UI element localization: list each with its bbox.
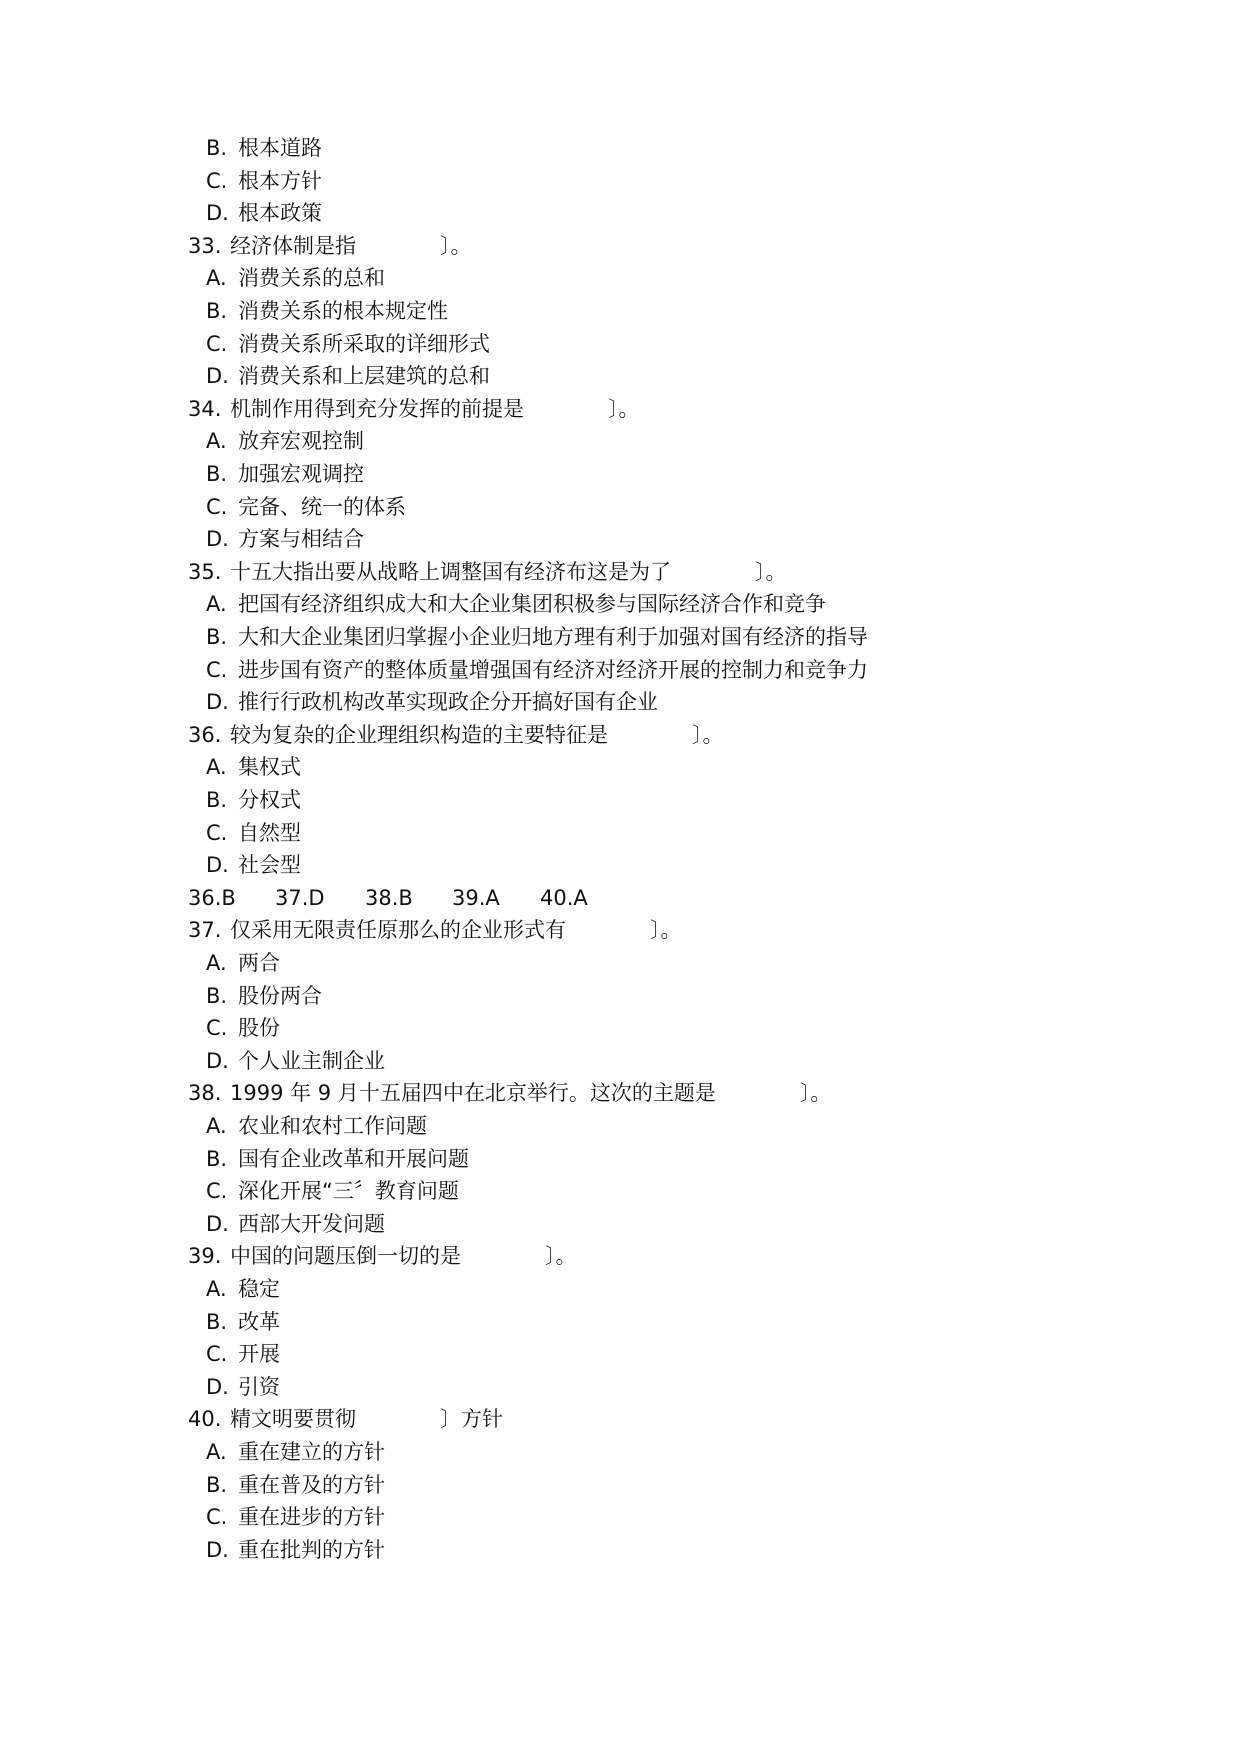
option-text: 消费关系和上层建筑的总和 — [238, 364, 490, 388]
question-number: 40. — [188, 1407, 222, 1431]
answer-key-item: 38.B — [365, 886, 413, 910]
option-label: A. — [206, 1114, 227, 1138]
option-text: 把国有经济组织成大和大企业集团积极参与国际经济合作和竞争 — [238, 592, 826, 616]
question-text: 十五大指出要从战略上调整国有经济布这是为了 〕。 — [230, 560, 787, 584]
option-text: 根本道路 — [238, 136, 322, 160]
option-text: 消费关系的根本规定性 — [238, 299, 448, 323]
option-label: B. — [206, 625, 228, 649]
option-text: 自然型 — [238, 821, 301, 845]
option-text: 根本政策 — [238, 201, 322, 225]
option-label: D. — [206, 201, 229, 225]
option-text: 深化开展“三〞教育问题 — [238, 1179, 459, 1203]
option-text: 加强宏观调控 — [238, 462, 364, 486]
option-label: C. — [206, 1505, 228, 1529]
option-text: 西部大开发问题 — [238, 1212, 385, 1236]
option-text: 重在普及的方针 — [238, 1473, 385, 1497]
option-label: D. — [206, 527, 229, 551]
answer-key-item: 37.D — [275, 886, 325, 910]
option-label: D. — [206, 1538, 229, 1562]
option-text: 消费关系所采取的详细形式 — [238, 332, 490, 356]
option-text: 改革 — [238, 1310, 280, 1334]
question-number: 35. — [188, 560, 222, 584]
option-text: 开展 — [238, 1342, 280, 1366]
option-text: 消费关系的总和 — [238, 266, 385, 290]
option-text: 重在建立的方针 — [238, 1440, 385, 1464]
option-label: D. — [206, 1375, 229, 1399]
answer-key-item: 36.B — [188, 886, 236, 910]
option-label: B. — [206, 1473, 228, 1497]
option-label: B. — [206, 136, 228, 160]
option-label: C. — [206, 1342, 228, 1366]
question-text: 机制作用得到充分发挥的前提是 〕。 — [230, 397, 640, 421]
question-text: 较为复杂的企业理组织构造的主要特征是 〕。 — [230, 723, 724, 747]
option-label: A. — [206, 1440, 227, 1464]
option-label: A. — [206, 755, 227, 779]
option-text: 社会型 — [238, 853, 301, 877]
option-text: 大和大企业集团归掌握小企业归地方理有利于加强对国有经济的指导 — [238, 625, 868, 649]
option-label: B. — [206, 1310, 228, 1334]
option-label: A. — [206, 429, 227, 453]
question-number: 38. — [188, 1081, 222, 1105]
option-text: 农业和农村工作问题 — [238, 1114, 427, 1138]
option-text: 稳定 — [238, 1277, 280, 1301]
option-text: 方案与相结合 — [238, 527, 364, 551]
option-label: C. — [206, 332, 228, 356]
option-text: 两合 — [238, 951, 280, 975]
option-text: 股份两合 — [238, 984, 322, 1008]
option-label: C. — [206, 1179, 228, 1203]
question-text: 中国的问题压倒一切的是 〕。 — [230, 1244, 577, 1268]
option-label: C. — [206, 821, 228, 845]
option-text: 进步国有资产的整体质量增强国有经济对经济开展的控制力和竞争力 — [238, 658, 868, 682]
option-label: C. — [206, 495, 228, 519]
option-label: A. — [206, 1277, 227, 1301]
answer-key-item: 40.A — [540, 886, 588, 910]
option-label: A. — [206, 951, 227, 975]
option-label: D. — [206, 690, 229, 714]
question-number: 37. — [188, 918, 222, 942]
option-text: 个人业主制企业 — [238, 1049, 385, 1073]
option-text: 股份 — [238, 1016, 280, 1040]
option-label: A. — [206, 592, 227, 616]
option-text: 完备、统一的体系 — [238, 495, 406, 519]
answer-key-item: 39.A — [452, 886, 500, 910]
question-number: 34. — [188, 397, 222, 421]
option-text: 国有企业改革和开展问题 — [238, 1147, 469, 1171]
question-text: 经济体制是指 〕。 — [230, 234, 472, 258]
option-label: C. — [206, 658, 228, 682]
question-number: 33. — [188, 234, 222, 258]
question-number: 39. — [188, 1244, 222, 1268]
option-text: 分权式 — [238, 788, 301, 812]
question-text: 精文明要贯彻 〕方针 — [230, 1407, 503, 1431]
option-label: C. — [206, 169, 228, 193]
option-label: D. — [206, 1212, 229, 1236]
option-text: 放弃宏观控制 — [238, 429, 364, 453]
option-label: A. — [206, 266, 227, 290]
question-text: 仅采用无限责任原那么的企业形式有 〕。 — [230, 918, 682, 942]
option-text: 推行行政机构改革实现政企分开搞好国有企业 — [238, 690, 658, 714]
option-text: 重在批判的方针 — [238, 1538, 385, 1562]
question-text: 1999 年 9 月十五届四中在北京举行。这次的主题是 〕。 — [230, 1081, 832, 1105]
option-text: 引资 — [238, 1375, 280, 1399]
option-label: B. — [206, 788, 228, 812]
option-label: C. — [206, 1016, 228, 1040]
option-text: 根本方针 — [238, 169, 322, 193]
option-text: 集权式 — [238, 755, 301, 779]
option-label: B. — [206, 462, 228, 486]
option-label: B. — [206, 984, 228, 1008]
option-label: D. — [206, 1049, 229, 1073]
option-label: B. — [206, 1147, 228, 1171]
option-text: 重在进步的方针 — [238, 1505, 385, 1529]
option-label: D. — [206, 364, 229, 388]
option-label: B. — [206, 299, 228, 323]
question-number: 36. — [188, 723, 222, 747]
option-label: D. — [206, 853, 229, 877]
